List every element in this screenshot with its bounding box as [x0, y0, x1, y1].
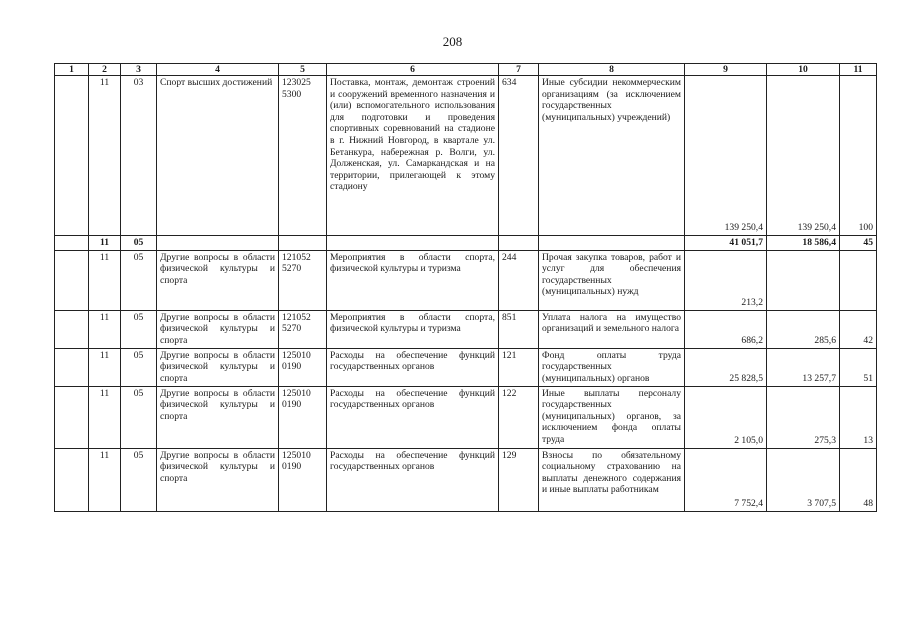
cell-section-name: Другие вопросы в области физической культуры и спорта [157, 310, 279, 348]
cell-article-name: Мероприятия в области спорта, физической культуры и туризма [327, 250, 499, 310]
cell-percent: 100 [840, 76, 877, 236]
cell-subsection: 03 [121, 76, 157, 236]
cell-expense-type: 851 [499, 310, 539, 348]
cell-col1 [55, 236, 89, 251]
cell-expense-name [539, 236, 685, 251]
cell-section: 11 [89, 250, 121, 310]
cell-article-name: Расходы на обеспечение функций государственных органов [327, 348, 499, 386]
cell-actual: 13 257,7 [767, 348, 840, 386]
page-number: 208 [442, 34, 463, 49]
cell-article-name: Мероприятия в области спорта, физической культуры и туризма [327, 310, 499, 348]
header-cell: 11 [840, 64, 877, 76]
cell-article-name [327, 236, 499, 251]
cell-section: 11 [89, 76, 121, 236]
table-row [55, 448, 877, 511]
cell-expense-name: Уплата налога на имущество организаций и земельного налога [539, 310, 685, 348]
cell-expense-type: 244 [499, 250, 539, 310]
cell-actual: 18 586,4 [767, 236, 840, 251]
cell-col1 [55, 310, 89, 348]
header-cell: 8 [539, 64, 685, 76]
header-cell: 7 [499, 64, 539, 76]
cell-percent [840, 250, 877, 310]
cell-target-article: 121052 5270 [279, 250, 327, 310]
cell-col1 [55, 76, 89, 236]
cell-target-article [279, 236, 327, 251]
cell-percent: 45 [840, 236, 877, 251]
subtotal-row [55, 236, 877, 251]
cell-target-article: 125010 0190 [279, 448, 327, 511]
cell-actual: 285,6 [767, 310, 840, 348]
cell-subsection: 05 [121, 310, 157, 348]
cell-article-name: Расходы на обеспечение функций государственных органов [327, 448, 499, 511]
table-row [55, 310, 877, 348]
cell-target-article: 125010 0190 [279, 348, 327, 386]
header-cell: 5 [279, 64, 327, 76]
header-row [55, 64, 877, 76]
cell-actual: 275,3 [767, 386, 840, 448]
cell-plan: 2 105,0 [685, 386, 767, 448]
cell-target-article: 125010 0190 [279, 386, 327, 448]
table-row [55, 348, 877, 386]
cell-plan: 139 250,4 [685, 76, 767, 236]
cell-expense-name: Прочая закупка товаров, работ и услуг для обеспечения государственных (муниципальных) нужд [539, 250, 685, 310]
cell-actual [767, 250, 840, 310]
table-row [55, 386, 877, 448]
cell-section-name: Другие вопросы в области физической культуры и спорта [157, 250, 279, 310]
cell-expense-type: 121 [499, 348, 539, 386]
header-cell: 1 [55, 64, 89, 76]
cell-expense-type: 122 [499, 386, 539, 448]
cell-plan: 213,2 [685, 250, 767, 310]
cell-target-article: 123025 5300 [279, 76, 327, 236]
cell-plan: 7 752,4 [685, 448, 767, 511]
cell-subsection: 05 [121, 386, 157, 448]
cell-section-name: Другие вопросы в области физической культуры и спорта [157, 448, 279, 511]
cell-subsection: 05 [121, 250, 157, 310]
cell-percent: 51 [840, 348, 877, 386]
cell-subsection: 05 [121, 348, 157, 386]
cell-subsection: 05 [121, 448, 157, 511]
cell-percent: 48 [840, 448, 877, 511]
cell-section: 11 [89, 448, 121, 511]
cell-percent: 13 [840, 386, 877, 448]
cell-actual: 139 250,4 [767, 76, 840, 236]
table-row [55, 250, 877, 310]
cell-col1 [55, 250, 89, 310]
cell-section-name [157, 236, 279, 251]
cell-section-name: Другие вопросы в области физической культуры и спорта [157, 348, 279, 386]
cell-expense-name: Иные выплаты персоналу государственных (муниципальных) органов, за исключением фонда оплаты труда [539, 386, 685, 448]
cell-expense-type: 129 [499, 448, 539, 511]
cell-plan: 41 051,7 [685, 236, 767, 251]
cell-col1 [55, 386, 89, 448]
cell-actual: 3 707,5 [767, 448, 840, 511]
cell-expense-name: Иные субсидии некоммерческим организациям (за исключением государственных (муниципальных) учреждений) [539, 76, 685, 236]
cell-article-name: Расходы на обеспечение функций государственных органов [327, 386, 499, 448]
cell-expense-type [499, 236, 539, 251]
cell-col1 [55, 348, 89, 386]
cell-article-name: Поставка, монтаж, демонтаж строений и сооружений временного назначения и (или) вспомогательного использования для подготовки и проведения спортивных соревнований на стадионе в г. Нижний Новгород, в квартале ул. Бетанкура, набережная р. Волги, ул. Долженская, ул. Самаркандская и на территории, прилегающей к этому стадиону [327, 76, 499, 236]
cell-subsection: 05 [121, 236, 157, 251]
cell-section-name: Другие вопросы в области физической культуры и спорта [157, 386, 279, 448]
table-row [55, 76, 877, 236]
cell-col1 [55, 448, 89, 511]
header-cell: 6 [327, 64, 499, 76]
header-cell: 9 [685, 64, 767, 76]
cell-expense-name: Взносы по обязательному социальному страхованию на выплаты денежного содержания и иные выплаты работникам [539, 448, 685, 511]
cell-plan: 25 828,5 [685, 348, 767, 386]
cell-section: 11 [89, 348, 121, 386]
cell-expense-type: 634 [499, 76, 539, 236]
cell-section: 11 [89, 236, 121, 251]
header-cell: 2 [89, 64, 121, 76]
cell-section: 11 [89, 310, 121, 348]
cell-plan: 686,2 [685, 310, 767, 348]
cell-percent: 42 [840, 310, 877, 348]
budget-table [54, 63, 877, 512]
header-cell: 10 [767, 64, 840, 76]
cell-section: 11 [89, 386, 121, 448]
cell-target-article: 121052 5270 [279, 310, 327, 348]
header-cell: 3 [121, 64, 157, 76]
cell-section-name: Спорт высших достижений [157, 76, 279, 236]
header-cell: 4 [157, 64, 279, 76]
cell-expense-name: Фонд оплаты труда государственных (муниципальных) органов [539, 348, 685, 386]
